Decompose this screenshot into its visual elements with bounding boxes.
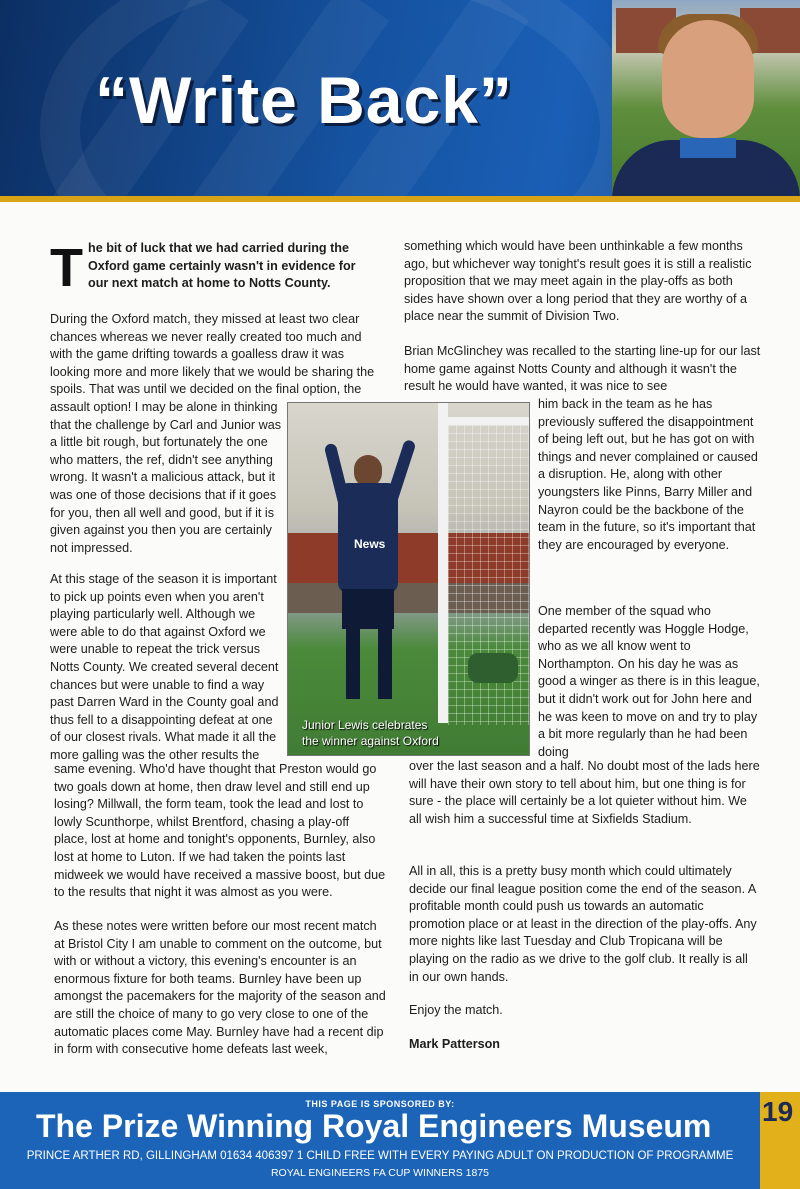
page-number: 19 (762, 1096, 794, 1127)
match-photo (287, 402, 530, 756)
page-title: “Write Back” (95, 63, 513, 137)
player-shorts (342, 589, 394, 629)
article-paragraph: All in all, this is a pretty busy month which could ultimately decide our final league position come the end of the season. A profitable month could push us towards an automatic promotion place or at least in the direction of the play-offs. Any more nights like last Tuesday and Club Tropicana will be playing on the radio as we drive to the golf club. It really is all in our own hands. (409, 864, 757, 984)
header-divider (0, 196, 800, 202)
portrait-collar (680, 138, 736, 158)
goalkeeper (468, 653, 518, 683)
sponsor-history: ROYAL ENGINEERS FA CUP WINNERS 1875 (270, 1167, 490, 1179)
sponsor-kicker: THIS PAGE IS SPONSORED BY: (305, 1099, 455, 1109)
goal-crossbar (438, 417, 529, 425)
article-paragraph: same evening. Who'd have thought that Preston would go two goals down at home, then draw level and still end up losing? Millwall, the form team, took the lead and lost to lowly Scunthorpe, whilst Brentford, chasing a play-off place, lost at home and tonight's opponents, Burnley, also lost at home to Luton. If we had taken the points last midweek we would have received a massive boost, but due to the results that night it was almost as you were. (54, 762, 386, 900)
photo-caption-line: Junior Lewis celebrates (302, 718, 428, 732)
player-leg (346, 629, 360, 699)
header-banner (0, 0, 800, 200)
article-intro: he bit of luck that we had carried during the Oxford game certainly wasn't in evidence for our next match at home to Notts County. (88, 241, 356, 291)
article-paragraph: something which would have been unthinkable a few months ago, but whichever way tonight's result goes it is still a realistic proposition that we may meet again in the play-offs as both sides have shown over a long period that they are worthy of a place near the summit of Division Two. (404, 239, 752, 324)
author-portrait-photo (612, 0, 800, 196)
article-paragraph: Brian McGlinchey was recalled to the starting line-up for our last home game against Notts County and although it wasn't the result he would have wanted, it was nice to see (404, 344, 761, 394)
photo-caption (302, 717, 439, 749)
drop-cap: T (50, 238, 83, 298)
article-paragraph: At this stage of the season it is important to pick up points even when you aren't playing particularly well. Although we were able to do that against Oxford we were unable to repeat the trick versus Notts County. We created several decent chances but were unable to find a way past Darren Ward in the County goal and thus fell to a disappointing defeat at one of our closest rivals. What made it all the more galling was the other results the (50, 572, 279, 762)
sponsor-name: The Prize Winning Royal Engineers Museum (36, 1108, 712, 1144)
sponsor-address: PRINCE ARTHER RD, GILLINGHAM 01634 406397 1 CHILD FREE WITH EVERY PAYING ADULT ON PRODUCTION OF PROGRAMME (26, 1150, 734, 1162)
author-signoff: Mark Patterson (409, 1037, 500, 1051)
article-closing: Enjoy the match. (409, 1003, 503, 1017)
shirt-sponsor: News (354, 537, 386, 551)
article-paragraph: assault option! I may be alone in thinking that the challenge by Carl and Junior was a little bit rough, but fortunately the one who matters, the ref, didn't see anything wrong. It wasn't a malicious attack, but it was one of those decisions that if it goes for you, then all well and good, but if it is given against you then you are certainly not impressed. (50, 400, 282, 555)
article-paragraph: One member of the squad who departed recently was Hoggle Hodge, who as we all know went to Northampton. On his day he was as good a winger as there is in this league, but it didn't work out for John here and he was keen to move on and try to play a bit more regularly than he had been doing (538, 604, 760, 759)
portrait-face (662, 20, 754, 138)
player-leg (378, 629, 392, 699)
goal-post (438, 403, 448, 723)
article-paragraph: him back in the team as he has previously suffered the disappointment of being left out, but he has got on with things and never complained or caused a disruption. He, along with other youngsters like Pinns, Barry Miller and Nayron could be the backbone of the team in the future, so it's important that they are encouraged by everyone. (538, 397, 758, 552)
photo-caption-line: the winner against Oxford (302, 734, 439, 748)
article-paragraph: During the Oxford match, they missed at least two clear chances whereas we never really created too much and with the game drifting towards a goalless draw it was looking more and more likely that we would be sharing the spoils. That was until we decided on the final option, the (50, 312, 375, 397)
article-paragraph: As these notes were written before our most recent match at Bristol City I am unable to comment on the outcome, but with or without a victory, this evening's encounter is an enormous fixture for both teams. Burnley have been up amongst the pacemakers for the majority of the season and are still the choice of many to go very close to one of the automatic places come May. Burnley have had a recent dip in form with consecutive home defeats last week, (54, 919, 386, 1057)
article-paragraph: over the last season and a half. No doubt most of the lads here will have their own story to tell about him, but one thing is for sure - the place will certainly be a lot quieter without him. We all wish him a successful time at Sixfields Stadium. (409, 759, 760, 826)
